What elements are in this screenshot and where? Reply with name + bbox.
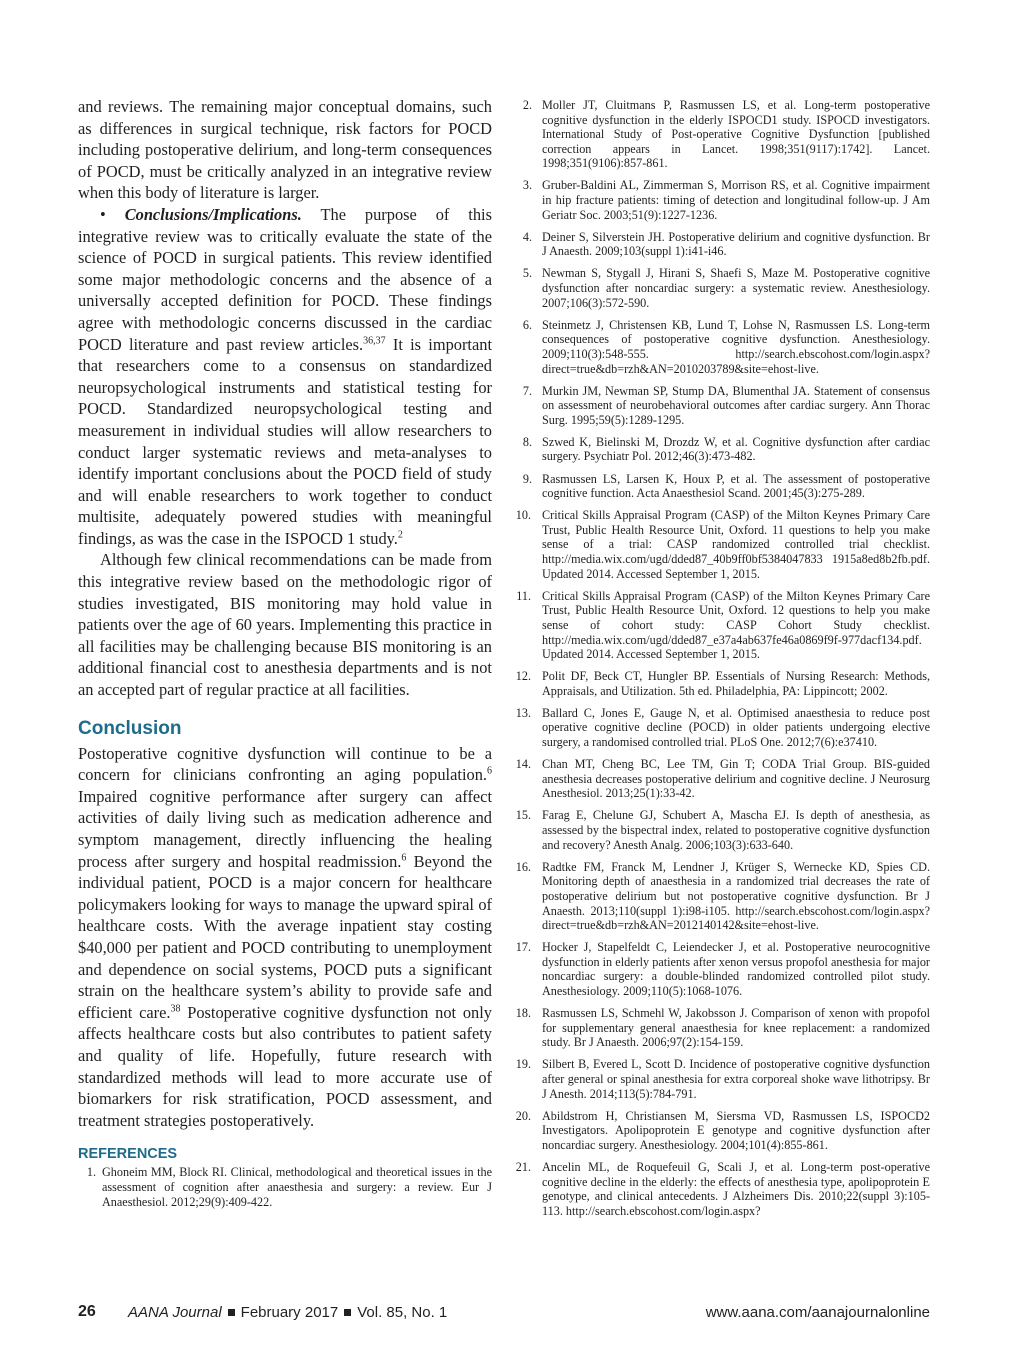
text: Impaired cognitive performance after surgery can affect activities of daily living such as medication adherence and symptom management, directly influencing the healing process after surgery and hospital readmission. [78, 786, 492, 871]
reference-text: Murkin JM, Newman SP, Stump DA, Blumenthal JA. Statement of consensus on assessment of neurobehavioral outcomes after cardiac surgery. Ann Thorac Surg. 1995;59(5):1289-1295. [542, 383, 930, 427]
references-heading: REFERENCES [78, 1146, 178, 1163]
reference-text: Ghoneim MM, Block RI. Clinical, methodological and theoretical issues in the assessment of cognition after anaesthesia and surgery: a review. Eur J Anaesthesiol. 2012;29(9):409-422. [102, 1165, 492, 1209]
reference-number: 1. [86, 1165, 96, 1180]
reference-item [512, 1006, 930, 1050]
reference-item [512, 940, 930, 998]
bullet: • [100, 204, 106, 224]
reference-text: Abildstrom H, Christiansen M, Siersma VD, Rasmussen LS, ISPOCD2 Investigators. Apolipoprotein E genotype and cognitive dysfunction after noncardiac surgery. Anesthesiology. 2004;101(4):855-861. [542, 1108, 930, 1152]
reference-text: Farag E, Chelune GJ, Schubert A, Mascha EJ. Is depth of anesthesia, as assessed by the bispectral index, related to postoperative cognitive dysfunction and recovery? Anesth Analg. 2006;103(3):633-640. [542, 808, 930, 852]
reference-number: 5. [522, 266, 532, 281]
reference-number: 12. [515, 669, 531, 684]
reference-item [512, 589, 930, 662]
reference-item [512, 318, 930, 376]
reference-number: 4. [522, 229, 532, 244]
reference-number: 3. [522, 178, 532, 193]
reference-list-left [78, 1165, 492, 1209]
text: It is important that researchers come to a consensus on standardized neuropsychological instruments and statistical testing for POCD. Standardized neuropsychological testing and measurement in individual studies will allow researchers to conduct larger systematic reviews and meta-analyses to identify important conclusions about the POCD field of study and will enable researchers to work together to conduct multisite, adequately powered studies with meaningful findings, as was the case in the ISPOCD 1 study. [78, 334, 492, 548]
reference-list-right [512, 98, 930, 1218]
text: Postoperative cognitive dysfunction will continue to be a concern for clinicians confronting an aging population. [78, 743, 492, 785]
reference-number: 2. [522, 98, 532, 112]
reference-number: 8. [522, 434, 532, 449]
reference-text: Radtke FM, Franck M, Lendner J, Krüger S, Wernecke KD, Spies CD. Monitoring depth of anaesthesia in a randomized trial decreases the rate of postoperative delirium but not postoperative cognitive dysfunction. Br J Anaesth. 2013;110(suppl 1):i98-i105. http://search.ebscohost.com/login.aspx?direct=true&db=rzh&AN=2012140142&site=ehost-live. [542, 859, 930, 933]
reference-number: 20. [515, 1108, 531, 1123]
conclusion-heading: Conclusion [78, 717, 182, 739]
reference-number: 13. [515, 705, 531, 720]
reference-number: 18. [515, 1006, 531, 1021]
reference-text: Ancelin ML, de Roquefeuil G, Scali J, et al. Long-term post-operative cognitive decline in the elderly: the effects of anesthesia type, apolipoprotein E genotype, and clinical antecedents. J Alzheimers Dis. 2010;22(suppl 3):105-113. http://search.ebscohost.com/login.aspx? [542, 1159, 930, 1218]
reference-item [512, 98, 930, 171]
reference-number: 9. [522, 471, 532, 486]
reference-text: Ballard C, Jones E, Gauge N, et al. Optimised anaesthesia to reduce post operative cognitive decline (POCD) in older patients undergoing elective surgery, a randomised controlled trial. PLoS One. 2012;7(6):e37410. [542, 705, 930, 750]
citation: 2 [397, 529, 403, 541]
page-number: 26 [78, 1303, 96, 1320]
subsection-heading: Conclusions/Implications. [124, 204, 302, 224]
journal-website: www.aana.com/aanajournalonline [705, 1304, 930, 1321]
reference-item [512, 1109, 930, 1153]
text: Postoperative cognitive dysfunction not only affects healthcare costs but also contributes to patient safety and quality of life. Hopefully, future research with standardized methods will lead to more accurate use of biomarkers for risk stratification, POCD assessment, and treatment strategies postoperatively. [78, 1002, 492, 1130]
reference-text: Polit DF, Beck CT, Hungler BP. Essentials of Nursing Research: Methods, Appraisals, and Utilization. 5th ed. Philadelphia, PA: Lippincott; 2002. [542, 669, 930, 698]
journal-name: AANA Journal [128, 1304, 222, 1321]
citation: 36,37 [363, 335, 386, 347]
reference-item [512, 384, 930, 428]
citation: 6 [487, 765, 492, 777]
reference-number: 7. [522, 383, 532, 398]
reference-item [512, 808, 930, 852]
reference-text: Critical Skills Appraisal Program (CASP) of the Milton Keynes Primary Care Trust, Public Health Resource Unit, Oxford. 12 questions to help you make sense of cohort study: CASP Cohort Study checklist. http://media.wix.com/ugd/dded87_e37a4ab637fe46a0869f9f-977dacf134.pdf. Updated 2014. Accessed September 1, 2015. [542, 588, 930, 662]
reference-text: Hocker J, Stapelfeldt C, Leiendecker J, et al. Postoperative neurocognitive dysfunction in elderly patients after xenon versus propofol anesthesia for major noncardiac surgery: a double-blinded randomized controlled pilot study. Anesthesiology. 2009;110(5):1068-1076. [542, 940, 930, 998]
reference-text: Rasmussen LS, Schmehl W, Jakobsson J. Comparison of xenon with propofol for supplementary general anaesthesia for knee replacement: a randomized study. Br J Anaesth. 2006;97(2):154-159. [542, 1006, 930, 1050]
reference-number: 21. [515, 1159, 531, 1174]
reference-number: 16. [515, 859, 531, 874]
reference-text: Rasmussen LS, Larsen K, Houx P, et al. The assessment of postoperative cognitive function. Acta Anaesthesiol Scand. 2001;45(3):275-289. [542, 471, 930, 501]
reference-number: 15. [515, 808, 531, 823]
issue-date: February 2017 [240, 1304, 339, 1321]
reference-item [512, 706, 930, 750]
reference-text: Moller JT, Cluitmans P, Rasmussen LS, et al. Long-term postoperative cognitive dysfunction in the elderly ISPOCD1 study. ISPOCD investigators. International Study of Post-operative Cognitive Dysfunction [published correction appears in Lancet. 1998;351(9117):1742]. Lancet. 1998;351(9106):857-861. [542, 98, 930, 171]
reference-number: 19. [515, 1057, 531, 1072]
reference-number: 17. [515, 940, 531, 955]
citation: 6 [401, 852, 407, 864]
page-footer [78, 1303, 930, 1325]
reference-text: Gruber-Baldini AL, Zimmerman S, Morrison RS, et al. Cognitive impairment in hip fracture patients: timing of detection and longitudinal follow-up. J Am Geriatr Soc. 2003;51(9):1227-1236. [542, 178, 930, 222]
reference-text: Chan MT, Cheng BC, Lee TM, Gin T; CODA Trial Group. BIS-guided anesthesia decreases postoperative delirium and cognitive decline. J Neurosurg Anesthesiol. 2013;25(1):33-42. [542, 757, 930, 801]
reference-number: 14. [515, 757, 531, 772]
reference-item [512, 435, 930, 464]
reference-item [512, 508, 930, 581]
reference-text: Szwed K, Bielinski M, Drozdz W, et al. Cognitive dysfunction after cardiac surgery. Psychiatr Pol. 2012;46(3):473-482. [542, 434, 930, 464]
reference-number: 11. [516, 588, 531, 603]
reference-item [512, 757, 930, 801]
left-column [78, 96, 492, 1215]
square-separator-icon [344, 1309, 351, 1316]
reference-item [512, 1057, 930, 1101]
reference-text: Deiner S, Silverstein JH. Postoperative delirium and cognitive dysfunction. Br J Anaesth. 2009;103(suppl 1):i41-i46. [542, 229, 930, 259]
reference-text: Steinmetz J, Christensen KB, Lund T, Lohse N, Rasmussen LS. Long-term consequences of postoperative cognitive dysfunction. Anesthesiology. 2009;110(3):548-555. http://search.ebscohost.com/login.aspx?direct=true&db=rzh&AN=2010203789&site=ehost-live. [542, 317, 930, 376]
reference-item [512, 669, 930, 698]
reference-item [512, 472, 930, 501]
reference-item [512, 860, 930, 933]
reference-item [78, 1165, 492, 1209]
paragraph-recommendations: Although few clinical recommendations can be made from this integrative review based on the methodologic rigor of studies investigated, BIS monitoring may hold value in patients over the age of 60 years. Implementing this practice in all facilities may be challenging because BIS monitoring is an additional financial cost to anesthesia departments and is not an accepted part of regular practice at all facilities. [78, 550, 492, 700]
citation: 38 [170, 1003, 181, 1015]
paragraph-reviews: and reviews. The remaining major conceptual domains, such as differences in surgical technique, risk factors for POCD including postoperative delirium, and long-term consequences of POCD, must be critically analyzed in an integrative review when this body of literature is larger. [78, 97, 492, 203]
reference-item [512, 178, 930, 222]
paragraph-conclusions-implications [78, 204, 492, 550]
volume: Vol. 85, No. 1 [357, 1304, 448, 1321]
reference-item [512, 230, 930, 259]
reference-item [512, 1160, 930, 1218]
paragraph-conclusion [78, 743, 492, 1132]
reference-text: Silbert B, Evered L, Scott D. Incidence of postoperative cognitive dysfunction after general or spinal anesthesia for extra corporeal shoke wave lithotripsy. Br J Anesth. 2014;113(5):784-791. [542, 1057, 930, 1101]
reference-item [512, 266, 930, 310]
reference-number: 10. [515, 508, 531, 523]
text: The purpose of this integrative review was to critically evaluate the state of the science of POCD in surgical patients. This review identified some major methodologic concerns and the absence of a universally accepted definition for POCD. These findings agree with methodologic concerns discussed in the cardiac POCD literature and past review articles. [78, 204, 492, 354]
right-column [512, 98, 930, 1226]
reference-text: Critical Skills Appraisal Program (CASP) of the Milton Keynes Primary Care Trust, Public Health Resource Unit, Oxford. 11 questions to help you make sense of a trial: CASP randomized controlled trial checklist. http://media.wix.com/ugd/dded87_40b9ff0bf5384047833 1915a8ed8b2fb.pdf. Updated 2014. Accessed September 1, 2015. [542, 508, 930, 581]
journal-info [128, 1304, 447, 1321]
reference-text: Newman S, Stygall J, Hirani S, Shaefi S, Maze M. Postoperative cognitive dysfunction after noncardiac surgery: a systematic review. Anesthesiology. 2007;106(3):572-590. [542, 266, 930, 310]
reference-number: 6. [522, 317, 532, 332]
text: Beyond the individual patient, POCD is a major concern for healthcare policymakers looking for ways to manage the upward spiral of healthcare costs. With the average inpatient stay costing $40,000 per patient and POCD contributing to unemployment and dependence on social systems, POCD puts a significant strain on the healthcare system’s ability to provide safe and efficient care. [78, 851, 492, 1022]
square-separator-icon [228, 1309, 235, 1316]
